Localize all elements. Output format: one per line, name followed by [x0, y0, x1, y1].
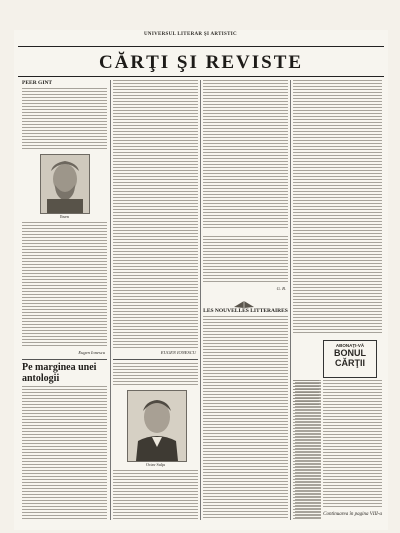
text-block	[293, 80, 382, 335]
text-block	[22, 386, 107, 520]
text-block	[203, 80, 288, 230]
badge-label: ABONAŢI-VĂ	[335, 343, 365, 348]
running-head	[14, 31, 388, 39]
column-rule	[200, 80, 201, 520]
column-3	[203, 80, 288, 520]
book-ornament-icon	[233, 294, 255, 304]
headline-line: Pe marginea unei	[22, 362, 97, 373]
text-block	[203, 316, 288, 520]
article-headline	[22, 362, 107, 384]
text-block	[295, 382, 321, 520]
portrait-photo	[40, 154, 90, 214]
text-block	[203, 236, 288, 284]
masthead-rule-top	[18, 46, 384, 47]
column-2	[113, 80, 198, 520]
photo-caption: Octav Sulţu	[146, 462, 165, 467]
text-block	[22, 88, 107, 150]
badge-label: BONUL	[334, 348, 366, 358]
badge-label: CĂRŢII	[335, 358, 365, 368]
article-separator	[22, 359, 107, 360]
column-rule	[290, 80, 291, 520]
section-masthead: CĂRŢI ŞI REVISTE	[98, 52, 304, 73]
text-block	[113, 80, 198, 348]
article-heading: PEER GINT	[22, 80, 53, 86]
masthead-rule-bottom	[18, 76, 384, 77]
text-block	[113, 363, 198, 385]
text-block	[323, 380, 382, 508]
article-signature: EUGEN IONESCU	[160, 350, 196, 355]
subscription-badge	[323, 340, 377, 378]
article-signature: Eugen Ionescu	[78, 350, 105, 355]
continuation-note: Continuarea în pagina VIII-a	[323, 512, 382, 517]
article-separator	[113, 359, 198, 360]
column-rule	[110, 80, 111, 520]
photo-caption: Ibsen	[60, 214, 69, 219]
text-block	[22, 222, 107, 347]
text-block	[113, 470, 198, 520]
portrait-photo	[127, 390, 187, 462]
headline-line: antologii	[22, 373, 60, 384]
article-signature: G. B.	[276, 286, 286, 291]
running-head-title: UNIVERSUL LITERAR ŞI ARTISTIC	[144, 32, 237, 37]
column-1	[22, 80, 107, 520]
article-heading: LES NOUVELLES LITTERAIRES	[203, 308, 288, 314]
